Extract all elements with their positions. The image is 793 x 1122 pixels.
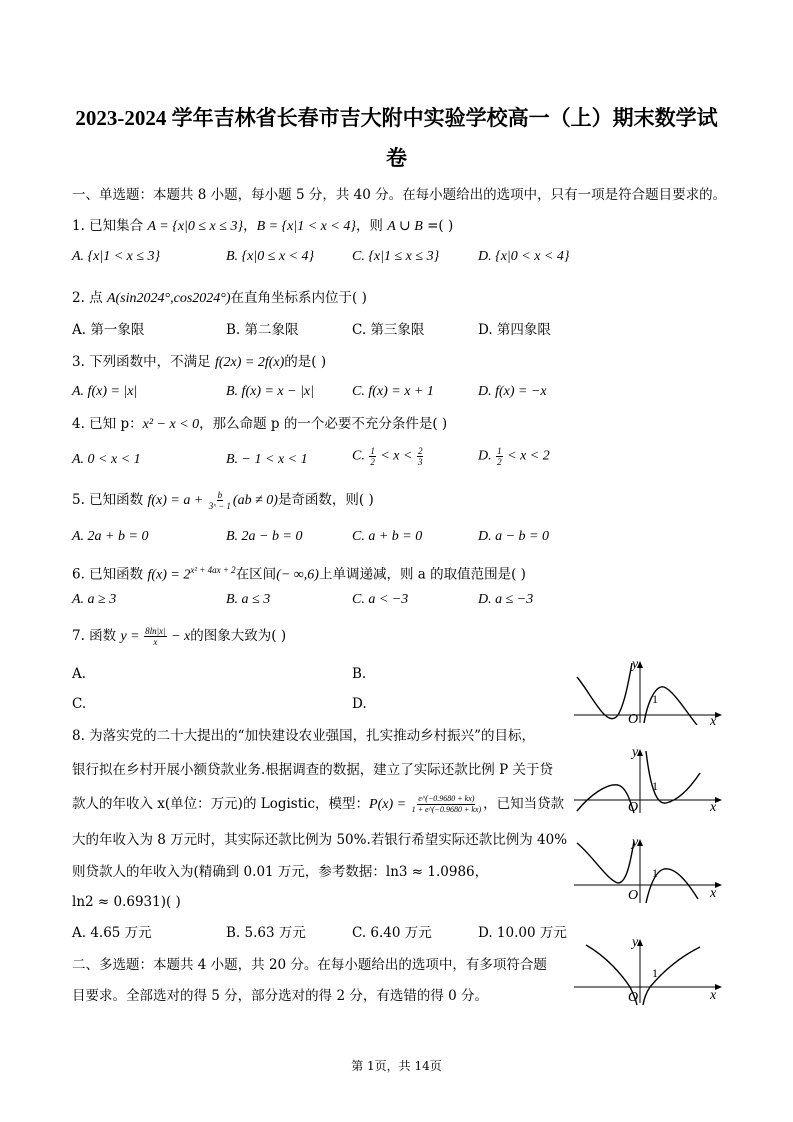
q6-option-d: D. a ≤ −3 bbox=[478, 592, 534, 607]
graph-option-a bbox=[572, 655, 727, 725]
q5-option-d: D. a − b = 0 bbox=[478, 529, 550, 544]
question-1: 1. 已知集合 A = {x|0 ≤ x ≤ 3}，B = {x|1 < x < 4}，则 A ∪ B =( ) bbox=[72, 218, 454, 234]
question-4: 4. 已知 p：x² − x < 0，那么命题 p 的一个必要不充分条件是( ) bbox=[72, 416, 448, 432]
q5-option-c: C. a + b = 0 bbox=[352, 529, 423, 544]
q7-option-d: D. bbox=[352, 696, 367, 712]
q3-option-d: D. f(x) = −x bbox=[478, 384, 547, 399]
q2-option-d: D. 第四象限 bbox=[478, 322, 551, 338]
graph-option-b bbox=[572, 745, 727, 815]
origin-label: O bbox=[628, 888, 639, 903]
q3-option-b: B. f(x) = x − |x| bbox=[226, 384, 314, 399]
q4-option-b: B. − 1 < x < 1 bbox=[226, 452, 308, 467]
question-2: 2. 点 A(sin2024°,cos2024°)在直角坐标系内位于( ) bbox=[72, 290, 367, 306]
y-axis-label: y bbox=[632, 657, 639, 672]
q1-option-b: B. {x|0 ≤ x < 4} bbox=[226, 249, 315, 264]
section2-heading-line2: 目要求。全部选对的得 5 分，部分选对的得 2 分，有选错的得 0 分。 bbox=[72, 988, 489, 1004]
section1-heading: 一、单选题：本题共 8 小题，每小题 5 分，共 40 分。在每小题给出的选项中，只有一项是符合题目要求的。 bbox=[72, 187, 727, 203]
q1-option-a: A. {x|1 < x ≤ 3} bbox=[72, 249, 161, 264]
q8-option-b: B. 5.63 万元 bbox=[226, 925, 306, 941]
question-7: 7. 函数 y = $\frac{8\ln|x|}{x}$ − x的图象大致为( ) bbox=[72, 626, 287, 647]
q4-option-a: A. 0 < x < 1 bbox=[72, 452, 141, 467]
y-axis-label: y bbox=[632, 935, 639, 950]
origin-label: O bbox=[628, 990, 639, 1005]
q7-option-a: A. bbox=[72, 666, 87, 682]
q3-option-c: C. f(x) = x + 1 bbox=[352, 384, 434, 399]
origin-label: O bbox=[628, 712, 639, 725]
section2-heading-line1: 二、多选题：本题共 4 小题，共 20 分。在每小题给出的选项中，有多项符合题 bbox=[72, 957, 547, 973]
q6-option-c: C. a < −3 bbox=[352, 592, 409, 607]
q5-option-b: B. 2a − b = 0 bbox=[226, 529, 303, 544]
question-8-line1: 8. 为落实党的二十大提出的“加快建设农业强国，扎实推动乡村振兴”的目标， bbox=[72, 728, 535, 744]
q8-option-d: D. 10.00 万元 bbox=[478, 925, 567, 941]
tick-label: 1 bbox=[652, 779, 658, 793]
x-axis-label: x bbox=[710, 988, 717, 1003]
q4-option-d: D. $\frac{1}{2}$ < x < 2 bbox=[478, 446, 550, 467]
page-footer: 第 1页，共 14页 bbox=[351, 1059, 442, 1073]
x-axis-label: x bbox=[710, 800, 717, 815]
graph-option-c bbox=[572, 835, 727, 905]
tick-label: 1 bbox=[652, 866, 658, 880]
x-axis-label: x bbox=[710, 886, 717, 901]
q6-option-a: A. a ≥ 3 bbox=[72, 592, 117, 607]
q7-option-b: B. bbox=[352, 666, 367, 682]
q4-option-c: C. $\frac{1}{2}$ < x < $\frac{2}{3}$ bbox=[352, 446, 423, 467]
curve-left bbox=[577, 841, 634, 883]
q1-option-c: C. {x|1 ≤ x ≤ 3} bbox=[352, 249, 440, 264]
y-axis-label: y bbox=[632, 835, 639, 850]
q8-option-c: C. 6.40 万元 bbox=[352, 925, 432, 941]
question-8-line3: 款人的年收入 x(单位：万元)的 Logistic，模型：P(x) = $\frac{e\^{}(-0.9680 + kx)}{1 + e\^{}(-0.9680 + kx)}$ ，已知当贷款 bbox=[72, 794, 565, 814]
tick-label: 1 bbox=[652, 966, 658, 980]
tick-label: 1 bbox=[652, 692, 658, 706]
question-6: 6. 已知函数 $f(x) = 2^{x^2 + 4ax + 2}$在区间(− ∞,6)上单调递减，则 a 的取值范围是( ) bbox=[72, 565, 526, 583]
q7-option-c: C. bbox=[72, 696, 87, 712]
y-axis-label: y bbox=[632, 745, 639, 760]
curve-left bbox=[577, 785, 634, 813]
question-8-line4: 大的年收入为 8 万元时，其实际还款比例为 50%.若银行希望实际还款比例为 40% bbox=[72, 832, 568, 848]
curve-right bbox=[646, 751, 700, 803]
q2-option-a: A. 第一象限 bbox=[72, 322, 145, 338]
q8-option-a: A. 4.65 万元 bbox=[72, 925, 152, 941]
curve-left bbox=[577, 663, 632, 719]
question-8-line6: ln2 ≈ 0.6931)( ) bbox=[72, 894, 181, 910]
question-5: 5. 已知函数 f(x) = a + $\frac{b}{\text{3ˣ − 1}}$ (ab ≠ 0)是奇函数，则( ) bbox=[72, 490, 374, 511]
question-8-line5: 则贷款人的年收入为(精确到 0.01 万元，参考数据：ln3 ≈ 1.0986， bbox=[72, 864, 489, 880]
q6-option-b: B. a ≤ 3 bbox=[226, 592, 271, 607]
q2-option-c: C. 第三象限 bbox=[352, 322, 425, 338]
q2-option-b: B. 第二象限 bbox=[226, 322, 299, 338]
question-8-line2: 银行拟在乡村开展小额贷款业务.根据调查的数据，建立了实际还款比例 P 关于贷 bbox=[72, 762, 553, 778]
q1-option-d: D. {x|0 < x < 4} bbox=[478, 249, 570, 264]
exam-title-line2: 卷 bbox=[386, 146, 407, 170]
question-3: 3. 下列函数中，不满足 f(2x) = 2f(x)的是( ) bbox=[72, 354, 327, 370]
graph-option-d bbox=[572, 935, 727, 1005]
q5-option-a: A. 2a + b = 0 bbox=[72, 529, 149, 544]
x-axis-label: x bbox=[710, 714, 717, 725]
origin-label: O bbox=[628, 800, 639, 815]
q3-option-a: A. f(x) = |x| bbox=[72, 384, 138, 399]
exam-title-line1: 2023-2024 学年吉林省长春市吉大附中实验学校高一（上）期末数学试 bbox=[75, 106, 718, 130]
